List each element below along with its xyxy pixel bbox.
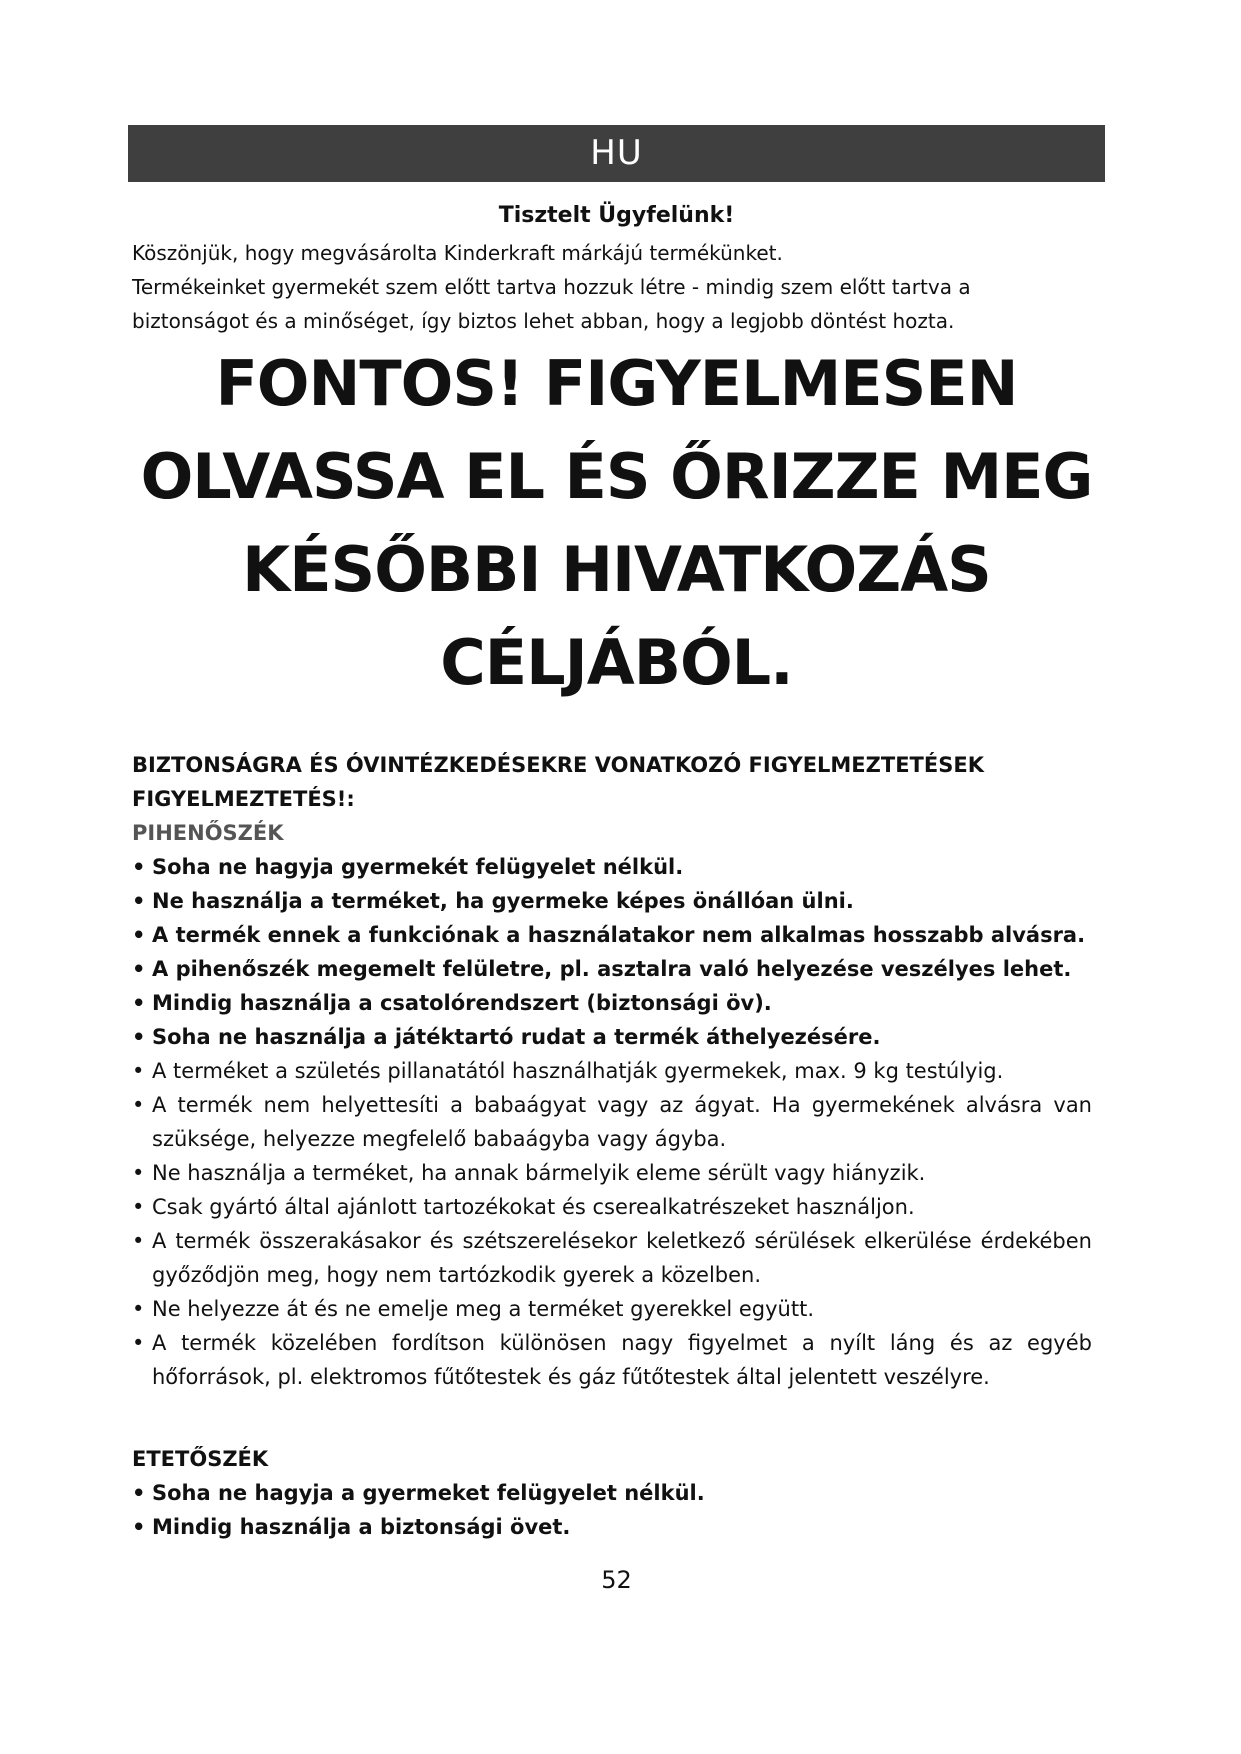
- bullet-icon: •: [132, 957, 146, 981]
- list-item: [132, 1476, 1092, 1510]
- list-item-text: Csak gyártó által ajánlott tartozékokat és cserealkatrészeket használjon.: [152, 1195, 915, 1219]
- list-item-text: A termék nem helyettesíti a babaágyat vagy az ágyat. Ha gyermekének alvásra van szüksége, helyezze megfelelő babaágyba vagy ágyba.: [152, 1093, 1092, 1151]
- pihenoszek-warning-list: [132, 850, 1092, 1394]
- safety-section-title: [132, 748, 984, 816]
- list-item: [132, 1156, 1092, 1190]
- important-headline: [128, 337, 1105, 709]
- bullet-icon: •: [132, 923, 146, 947]
- headline-line: FONTOS! FIGYELMESEN: [215, 347, 1018, 420]
- etetoszek-warning-list: [132, 1476, 1092, 1544]
- headline-line: KÉSŐBBI HIVATKOZÁS: [242, 533, 991, 606]
- list-item: [132, 1054, 1092, 1088]
- list-item: [132, 1190, 1092, 1224]
- safety-title-line: BIZTONSÁGRA ÉS ÓVINTÉZKEDÉSEKRE VONATKOZÓ FIGYELMEZTETÉSEK: [132, 753, 984, 777]
- list-item-text: A termék összerakásakor és szétszerelésekor keletkező sérülések elkerülése érdekében győződjön meg, hogy nem tartózkodik gyerek a közelben.: [152, 1229, 1092, 1287]
- etetoszek-subtitle: ETETŐSZÉK: [132, 1447, 269, 1471]
- intro-line-quality: Termékeinket gyermekét szem előtt tartva hozzuk létre - mindig szem előtt tartva a biztonságot és a minőséget, így biztos lehet abban, hogy a legjobb döntést hozta.: [132, 275, 971, 333]
- list-item: [132, 1020, 1092, 1054]
- warning-label: FIGYELMEZTETÉS!:: [132, 787, 355, 811]
- list-item: [132, 986, 1092, 1020]
- list-item-text: Mindig használja a biztonsági övet.: [152, 1515, 571, 1539]
- list-item-text: A terméket a születés pillanatától használhatják gyermekek, max. 9 kg testúlyig.: [152, 1059, 1004, 1083]
- list-item-text: Soha ne hagyja a gyermeket felügyelet nélkül.: [152, 1481, 705, 1505]
- bullet-icon: •: [132, 1481, 146, 1505]
- pihenoszek-subtitle: PIHENŐSZÉK: [132, 821, 284, 845]
- list-item: [132, 1224, 1092, 1292]
- headline-line: OLVASSA EL ÉS ŐRIZZE MEG: [140, 440, 1093, 513]
- language-header-bar: [128, 125, 1105, 182]
- list-item-text: Ne használja a terméket, ha annak bármelyik eleme sérült vagy hiányzik.: [152, 1161, 926, 1185]
- bullet-icon: •: [132, 1297, 145, 1321]
- greeting-heading: Tisztelt Ügyfelünk!: [498, 203, 735, 228]
- list-item-text: A termék ennek a funkciónak a használatakor nem alkalmas hosszabb alvásra.: [152, 923, 1086, 947]
- bullet-icon: •: [132, 1161, 145, 1185]
- bullet-icon: •: [132, 1195, 145, 1219]
- list-item: [132, 1510, 1092, 1544]
- bullet-icon: •: [132, 1059, 145, 1083]
- list-item: [132, 1292, 1092, 1326]
- bullet-icon: •: [132, 1025, 146, 1049]
- list-item: [132, 850, 1092, 884]
- list-item-text: A termék közelében fordítson különösen nagy figyelmet a nyílt láng és az egyéb hőforrások, pl. elektromos fűtőtestek és gáz fűtőtestek által jelentett veszélyre.: [152, 1331, 1092, 1389]
- bullet-icon: •: [132, 1093, 145, 1117]
- language-code: HU: [590, 133, 643, 173]
- page-number: 52: [601, 1566, 632, 1594]
- list-item-text: Soha ne hagyja gyermekét felügyelet nélkül.: [152, 855, 684, 879]
- headline-line: CÉLJÁBÓL.: [440, 626, 793, 699]
- intro-line-thanks: Köszönjük, hogy megvásárolta Kinderkraft márkájú termékünket.: [132, 241, 783, 265]
- list-item-text: Mindig használja a csatolórendszert (biztonsági öv).: [152, 991, 772, 1015]
- list-item: [132, 884, 1092, 918]
- list-item-text: Soha ne használja a játéktartó rudat a termék áthelyezésére.: [152, 1025, 881, 1049]
- list-item-text: A pihenőszék megemelt felületre, pl. asztalra való helyezése veszélyes lehet.: [152, 957, 1072, 981]
- list-item: [132, 1088, 1092, 1156]
- bullet-icon: •: [132, 1331, 145, 1355]
- list-item: [132, 952, 1092, 986]
- list-item-text: Ne helyezze át és ne emelje meg a terméket gyerekkel együtt.: [152, 1297, 815, 1321]
- bullet-icon: •: [132, 1229, 145, 1253]
- bullet-icon: •: [132, 1515, 146, 1539]
- bullet-icon: •: [132, 991, 146, 1015]
- bullet-icon: •: [132, 855, 146, 879]
- intro-paragraph: [132, 236, 1092, 338]
- list-item: [132, 918, 1092, 952]
- list-item-text: Ne használja a terméket, ha gyermeke képes önállóan ülni.: [152, 889, 854, 913]
- bullet-icon: •: [132, 889, 146, 913]
- list-item: [132, 1326, 1092, 1394]
